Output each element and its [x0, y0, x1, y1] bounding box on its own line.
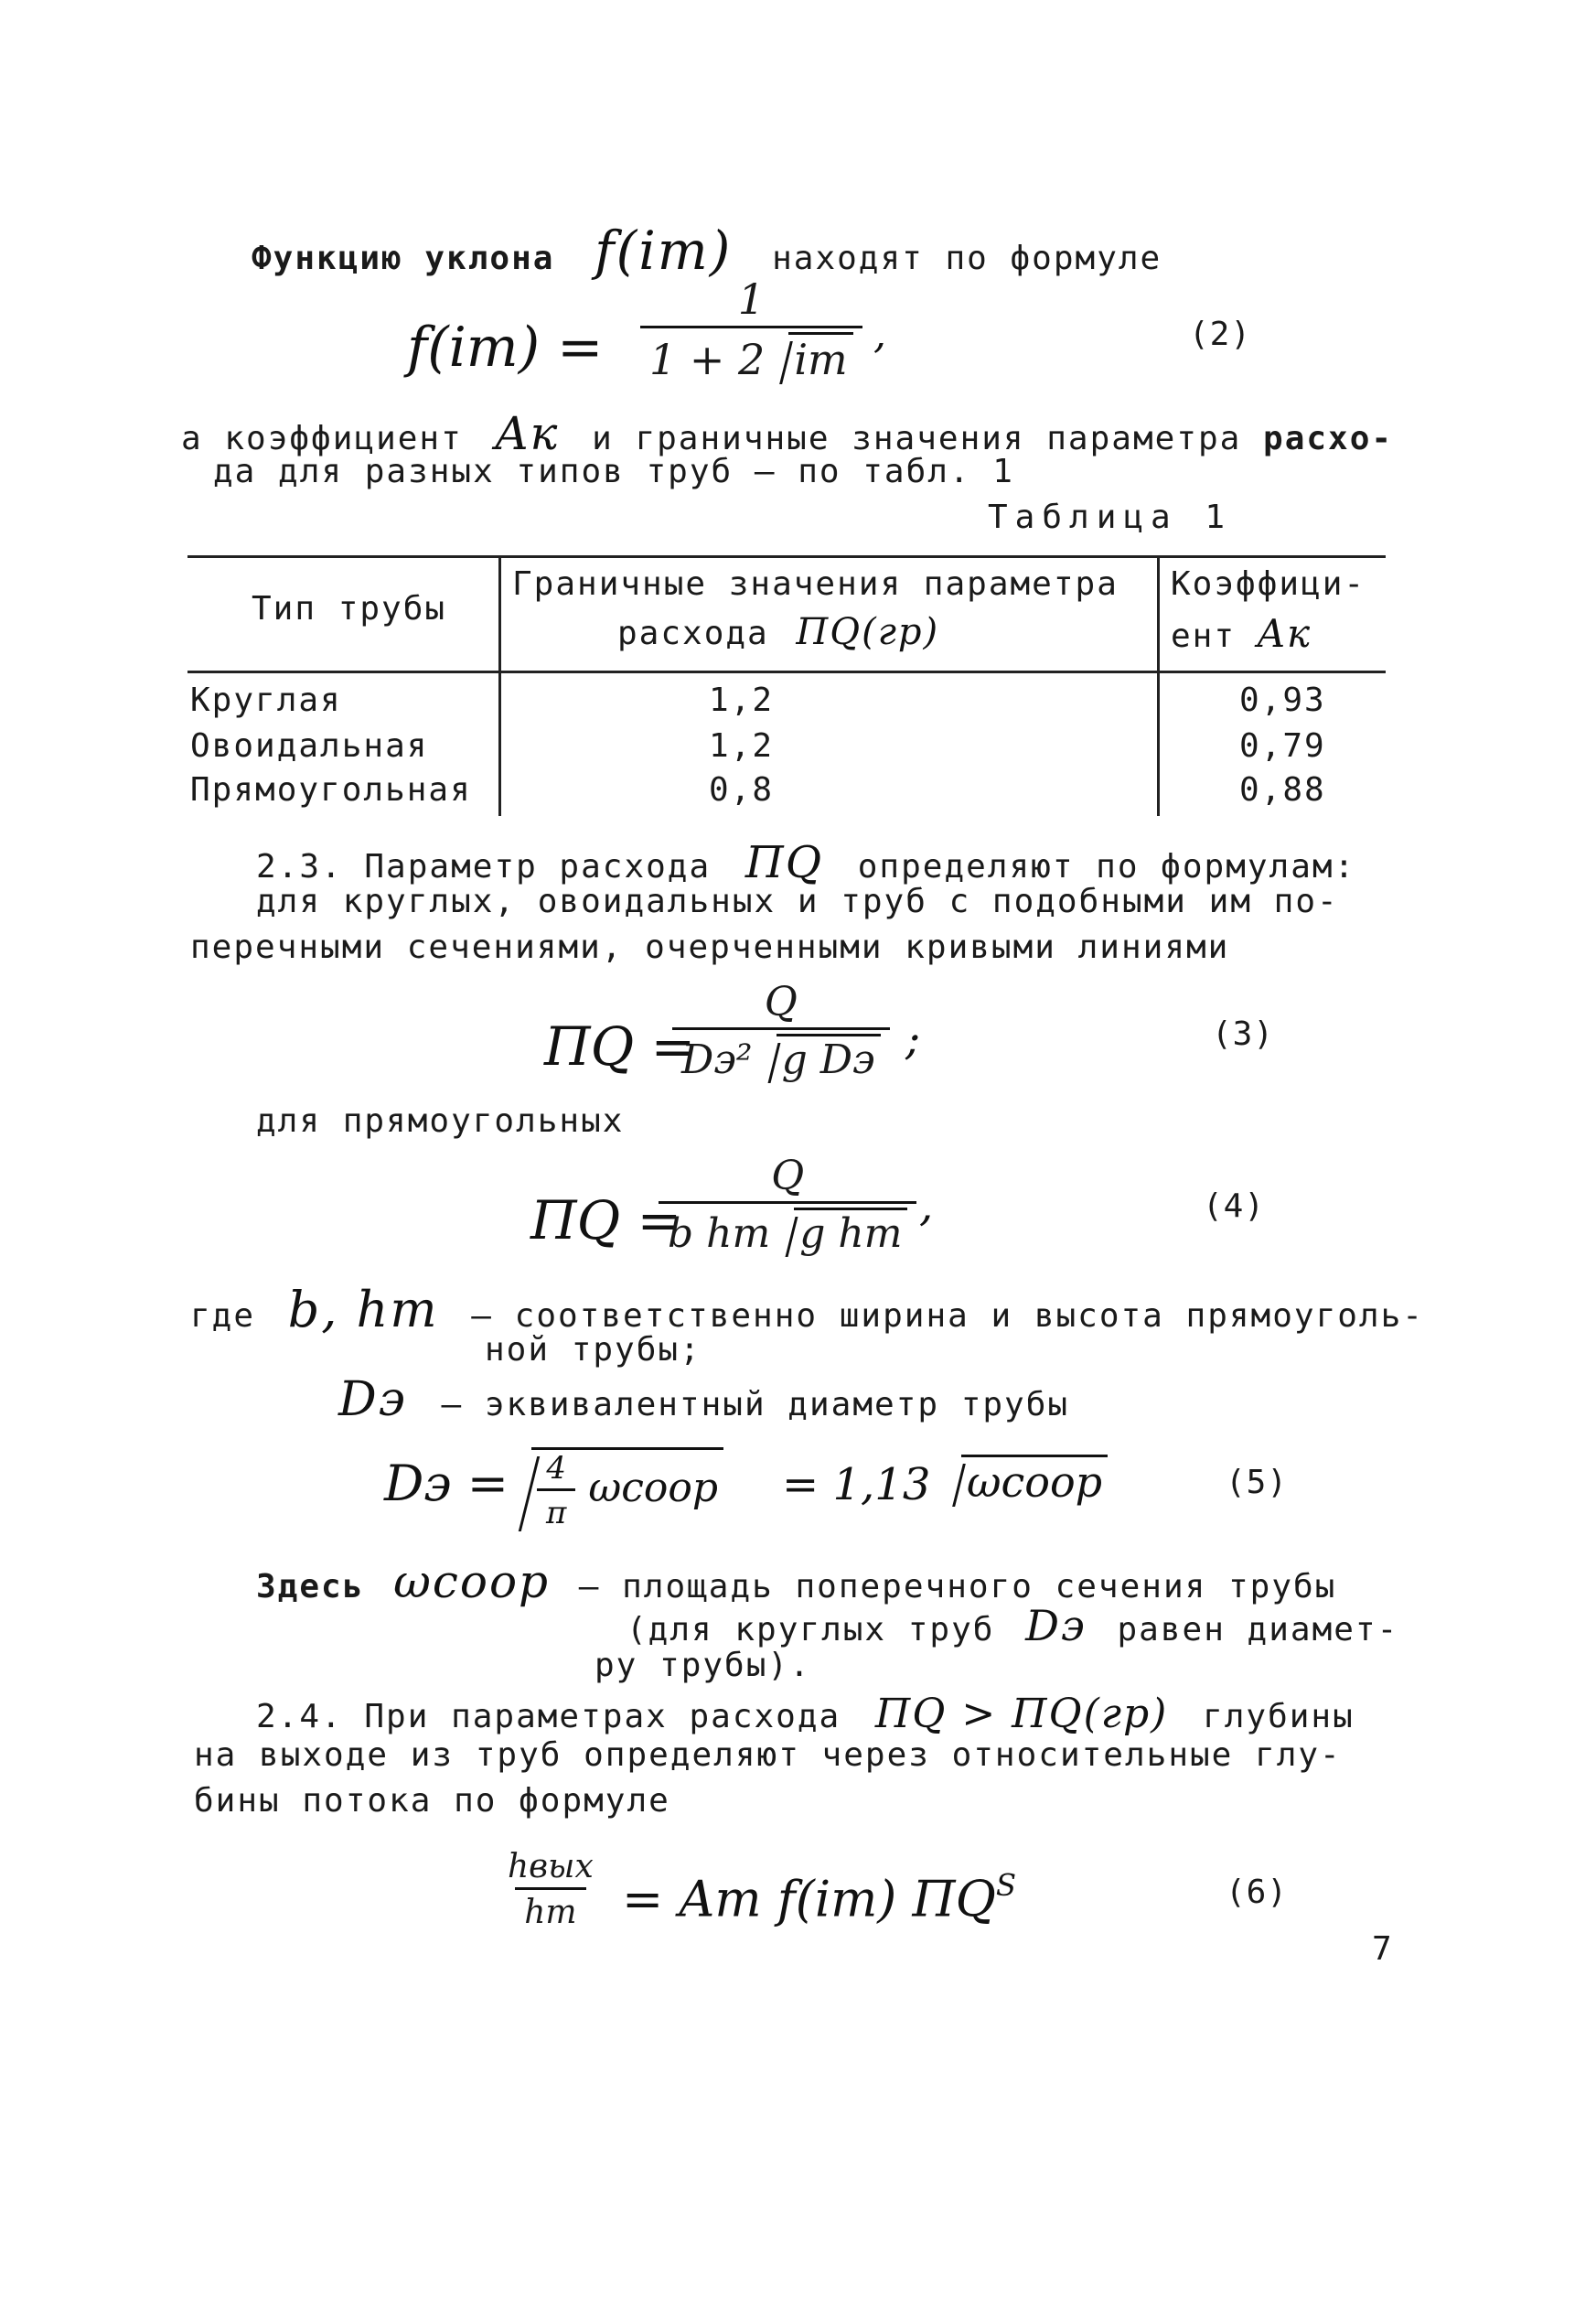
sec24-line2: на выходе из труб определяют через относительные глу- — [194, 1736, 1342, 1774]
intro-suffix: находят по формуле — [772, 240, 1162, 277]
eq6-fraction — [498, 1848, 603, 1931]
eq3-den-pre: Dэ² — [681, 1036, 753, 1083]
eq2-fraction — [640, 274, 862, 384]
width-height-symbols: b, hт — [287, 1281, 439, 1338]
row-3-coef: 0,88 — [1239, 771, 1326, 809]
sec23-line3: перечными сечениями, очерченными кривыми линиями — [190, 929, 1230, 966]
eq2-lhs: f(iт) = — [407, 316, 604, 380]
eq5-area1: ωсоор — [588, 1465, 719, 1511]
table-vline-2 — [1157, 555, 1160, 816]
header-limit-symbol: ПQ(гр) — [796, 611, 940, 653]
eq5-radicand2: ωсоор — [961, 1455, 1108, 1507]
eq3-lhs: ПQ = — [544, 1015, 696, 1078]
eq2-number: (2) — [1189, 316, 1252, 353]
header-coef-line2 — [1171, 611, 1312, 656]
eq4-denominator — [659, 1201, 916, 1257]
eq2-numerator: 1 — [737, 274, 765, 324]
header-limit-line1: Граничные значения параметра — [512, 565, 1119, 603]
sec24-line1 — [256, 1691, 1355, 1737]
eq6-exponent: S — [995, 1868, 1017, 1903]
flow-parameter-symbol: ПQ — [744, 837, 824, 888]
eq4-fraction — [659, 1153, 916, 1257]
eq4-tail: , — [919, 1180, 934, 1231]
para1-bold: расхо- — [1263, 420, 1394, 457]
eq4-numerator: Q — [771, 1153, 805, 1199]
here-pre: Здесь — [256, 1568, 365, 1605]
eq3-number: (3) — [1212, 1015, 1275, 1053]
sec23-line1 — [256, 837, 1355, 888]
para1-pre: а коэффициент — [181, 420, 463, 457]
sec24-line3: бины потока по формуле — [194, 1782, 670, 1820]
where-desc3: – эквивалентный диаметр трубы — [441, 1386, 1070, 1423]
here-desc1: – площадь поперечного сечения трубы — [578, 1568, 1337, 1605]
row-1-coef: 0,93 — [1239, 682, 1326, 719]
eq6-rhs — [622, 1868, 1016, 1928]
eq4-sqrt — [770, 1208, 907, 1257]
coefficient-symbol: Aк — [495, 407, 560, 460]
eq5-mid: = 1,13 — [782, 1459, 931, 1510]
here-line2-post: равен диамет- — [1117, 1611, 1399, 1648]
table-vline-1 — [498, 555, 501, 816]
here-line2 — [627, 1601, 1398, 1650]
slope-function-symbol: f(iт) — [594, 220, 733, 282]
intro-line — [252, 220, 1162, 282]
page-number: 7 — [1372, 1930, 1394, 1968]
eq4-number: (4) — [1203, 1187, 1266, 1225]
here-line2-pre: (для круглых труб — [627, 1611, 995, 1648]
eq5-lhs: Dэ = — [384, 1455, 509, 1512]
header-limit-word: расхода — [617, 615, 769, 652]
row-3-type: Прямоугольная — [190, 771, 472, 809]
sec24-post: глубины — [1203, 1698, 1355, 1735]
sec24-pre: 2.4. При параметрах расхода — [256, 1698, 841, 1735]
row-2-coef: 0,79 — [1239, 727, 1326, 765]
eq3-sqrt — [753, 1034, 881, 1083]
intro-prefix: Функцию уклона — [252, 240, 555, 277]
here-line3: ру трубы). — [594, 1647, 811, 1684]
eq5-sqrt1 — [508, 1447, 723, 1531]
para1-line2: да для разных типов труб – по табл. 1 — [213, 453, 1014, 490]
equivalent-diameter-symbol: Dэ — [338, 1372, 407, 1427]
where-line1 — [190, 1281, 1424, 1338]
eq6-numerator: hвых — [508, 1848, 594, 1885]
table-header-rule — [187, 671, 1386, 673]
where-desc1: – соответственно ширина и высота прямоуголь- — [471, 1297, 1424, 1335]
eq3-numerator: Q — [764, 979, 798, 1026]
sec23-line2: для круглых, овоидальных и труб с подобными им по- — [256, 883, 1339, 920]
eq6-number: (6) — [1226, 1874, 1289, 1911]
table-caption: Таблица 1 — [988, 499, 1233, 536]
where-line3 — [338, 1372, 1069, 1427]
eq2-tail: , — [873, 311, 886, 358]
row-1-limit: 1,2 — [709, 682, 775, 719]
eq5-radicand1 — [531, 1447, 723, 1531]
header-type: Тип трубы — [252, 590, 447, 628]
sec23-pre: 2.3. Параметр расхода — [256, 848, 712, 886]
cross-section-area-symbol: ωсоор — [393, 1555, 551, 1608]
row-2-type: Овоидальная — [190, 727, 429, 765]
here-line2-symbol: Dэ — [1025, 1601, 1087, 1650]
where-pre: где — [190, 1297, 256, 1335]
eq6-rhs-text: = Aт f(iт) ПQ — [622, 1870, 996, 1928]
rect-label: для прямоугольных — [256, 1102, 625, 1140]
para1-post: и граничные значения параметра — [592, 420, 1242, 457]
eq5-sqrt2 — [937, 1455, 1108, 1507]
row-2-limit: 1,2 — [709, 727, 775, 765]
eq4-lhs: ПQ = — [530, 1189, 682, 1251]
eq6-denominator: hт — [515, 1887, 585, 1931]
eq2-sqrt — [765, 332, 852, 384]
eq5-frac-num: 4 — [546, 1450, 566, 1487]
header-coef-line1: Коэффици- — [1171, 565, 1366, 603]
eq2-den-pre: 1 + 2 — [649, 335, 766, 384]
header-coef-symbol: Aк — [1257, 611, 1312, 656]
eq5-root1 — [508, 1447, 723, 1531]
eq5-root2 — [937, 1455, 1108, 1507]
eq5-number: (5) — [1226, 1464, 1289, 1501]
eq2-denominator — [640, 326, 862, 384]
eq2-radicand: iт — [788, 332, 852, 384]
sec23-post: определяют по формулам: — [857, 848, 1356, 886]
eq3-radicand: g Dэ — [777, 1034, 881, 1083]
header-limit-line2 — [617, 611, 939, 653]
row-3-limit: 0,8 — [709, 771, 775, 809]
table-top-rule — [187, 555, 1386, 558]
eq5-inner-fraction — [537, 1450, 575, 1531]
eq4-den-pre: b hт — [668, 1210, 771, 1257]
eq3-denominator — [672, 1027, 890, 1083]
row-1-type: Круглая — [190, 682, 342, 719]
eq3-fraction — [672, 979, 890, 1083]
eq4-radicand: g hт — [794, 1208, 907, 1257]
flow-condition: ПQ > ПQ(гр) — [874, 1691, 1169, 1737]
eq5-frac-den: π — [537, 1488, 575, 1531]
where-line2: ной трубы; — [485, 1331, 702, 1369]
header-coef-word: ент — [1171, 617, 1237, 655]
eq3-tail: ; — [905, 1014, 921, 1065]
